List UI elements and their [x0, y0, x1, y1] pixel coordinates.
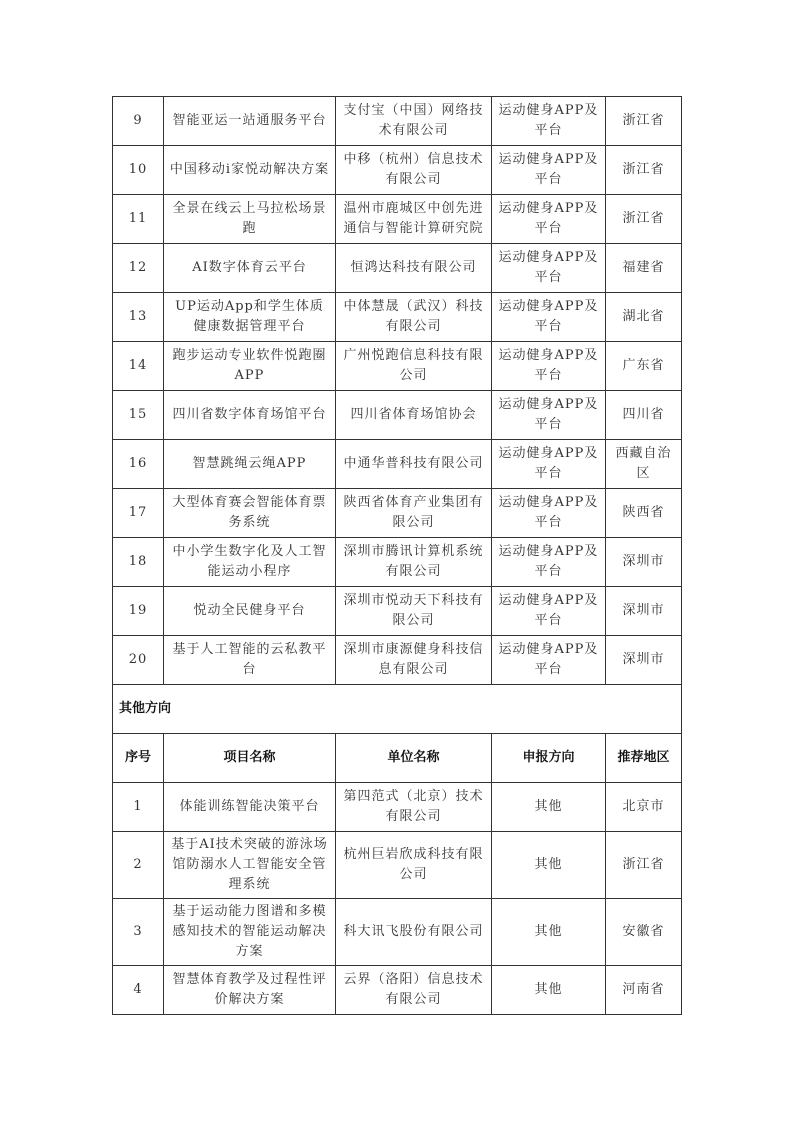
cell-project: AI数字体育云平台 [164, 244, 336, 293]
cell-region: 浙江省 [606, 97, 682, 146]
cell-unit: 深圳市腾讯计算机系统有限公司 [336, 538, 492, 587]
cell-no: 17 [113, 489, 164, 538]
cell-direction: 运动健身APP及平台 [492, 244, 606, 293]
table-row [113, 832, 682, 899]
cell-direction: 运动健身APP及平台 [492, 587, 606, 636]
cell-no: 3 [113, 899, 164, 966]
cell-unit: 温州市鹿城区中创先进通信与智能计算研究院 [336, 195, 492, 244]
cell-region: 深圳市 [606, 538, 682, 587]
table-row [113, 966, 682, 1015]
cell-direction: 运动健身APP及平台 [492, 293, 606, 342]
cell-unit: 云界（洛阳）信息技术有限公司 [336, 966, 492, 1015]
cell-project: 智能亚运一站通服务平台 [164, 97, 336, 146]
cell-direction: 运动健身APP及平台 [492, 146, 606, 195]
cell-direction: 运动健身APP及平台 [492, 538, 606, 587]
cell-unit: 中通华普科技有限公司 [336, 440, 492, 489]
header-unit: 单位名称 [336, 734, 492, 783]
cell-no: 12 [113, 244, 164, 293]
table-row [113, 489, 682, 538]
cell-direction: 运动健身APP及平台 [492, 440, 606, 489]
cell-project: 基于运动能力图谱和多模感知技术的智能运动解决方案 [164, 899, 336, 966]
header-region: 推荐地区 [606, 734, 682, 783]
cell-region: 四川省 [606, 391, 682, 440]
cell-unit: 支付宝（中国）网络技术有限公司 [336, 97, 492, 146]
cell-region: 西藏自治区 [606, 440, 682, 489]
cell-no: 10 [113, 146, 164, 195]
cell-project: 基于AI技术突破的游泳场馆防溺水人工智能安全管理系统 [164, 832, 336, 899]
project-table [112, 96, 682, 1015]
cell-unit: 广州悦跑信息科技有限公司 [336, 342, 492, 391]
table-row [113, 587, 682, 636]
cell-no: 13 [113, 293, 164, 342]
cell-project: 中国移动i家悦动解决方案 [164, 146, 336, 195]
cell-region: 浙江省 [606, 195, 682, 244]
cell-unit: 陕西省体育产业集团有限公司 [336, 489, 492, 538]
cell-no: 4 [113, 966, 164, 1015]
cell-direction: 其他 [492, 783, 606, 832]
cell-region: 广东省 [606, 342, 682, 391]
cell-project: 中小学生数字化及人工智能运动小程序 [164, 538, 336, 587]
cell-project: 全景在线云上马拉松场景跑 [164, 195, 336, 244]
section-title: 其他方向 [113, 685, 682, 734]
cell-no: 9 [113, 97, 164, 146]
cell-direction: 其他 [492, 966, 606, 1015]
cell-region: 深圳市 [606, 636, 682, 685]
cell-no: 20 [113, 636, 164, 685]
cell-unit: 科大讯飞股份有限公司 [336, 899, 492, 966]
cell-project: 智慧跳绳云绳APP [164, 440, 336, 489]
cell-no: 16 [113, 440, 164, 489]
section-row [113, 685, 682, 734]
cell-unit: 杭州巨岩欣成科技有限公司 [336, 832, 492, 899]
cell-direction: 运动健身APP及平台 [492, 342, 606, 391]
table-row [113, 636, 682, 685]
table-row [113, 538, 682, 587]
table-row [113, 195, 682, 244]
header-direction: 申报方向 [492, 734, 606, 783]
table-row [113, 783, 682, 832]
cell-no: 18 [113, 538, 164, 587]
table-row [113, 244, 682, 293]
cell-direction: 运动健身APP及平台 [492, 195, 606, 244]
header-project: 项目名称 [164, 734, 336, 783]
cell-no: 15 [113, 391, 164, 440]
cell-direction: 其他 [492, 899, 606, 966]
header-row [113, 734, 682, 783]
cell-unit: 恒鸿达科技有限公司 [336, 244, 492, 293]
cell-project: 体能训练智能决策平台 [164, 783, 336, 832]
table-row [113, 293, 682, 342]
cell-unit: 第四范式（北京）技术有限公司 [336, 783, 492, 832]
cell-region: 浙江省 [606, 832, 682, 899]
cell-unit: 深圳市悦动天下科技有限公司 [336, 587, 492, 636]
table-row [113, 899, 682, 966]
table-row [113, 391, 682, 440]
cell-project: 悦动全民健身平台 [164, 587, 336, 636]
table-row [113, 342, 682, 391]
cell-region: 北京市 [606, 783, 682, 832]
cell-direction: 运动健身APP及平台 [492, 97, 606, 146]
cell-region: 深圳市 [606, 587, 682, 636]
cell-unit: 中体慧晟（武汉）科技有限公司 [336, 293, 492, 342]
cell-direction: 其他 [492, 832, 606, 899]
cell-no: 14 [113, 342, 164, 391]
table-row [113, 440, 682, 489]
cell-project: 智慧体育教学及过程性评价解决方案 [164, 966, 336, 1015]
cell-region: 安徽省 [606, 899, 682, 966]
cell-unit: 四川省体育场馆协会 [336, 391, 492, 440]
cell-unit: 深圳市康源健身科技信息有限公司 [336, 636, 492, 685]
cell-no: 1 [113, 783, 164, 832]
table-row [113, 97, 682, 146]
table-row [113, 146, 682, 195]
cell-project: 基于人工智能的云私教平台 [164, 636, 336, 685]
cell-region: 河南省 [606, 966, 682, 1015]
cell-project: 四川省数字体育场馆平台 [164, 391, 336, 440]
cell-direction: 运动健身APP及平台 [492, 636, 606, 685]
cell-no: 19 [113, 587, 164, 636]
cell-region: 浙江省 [606, 146, 682, 195]
cell-project: 跑步运动专业软件悦跑圈APP [164, 342, 336, 391]
cell-no: 2 [113, 832, 164, 899]
cell-direction: 运动健身APP及平台 [492, 489, 606, 538]
cell-unit: 中移（杭州）信息技术有限公司 [336, 146, 492, 195]
cell-project: UP运动App和学生体质健康数据管理平台 [164, 293, 336, 342]
cell-direction: 运动健身APP及平台 [492, 391, 606, 440]
cell-project: 大型体育赛会智能体育票务系统 [164, 489, 336, 538]
cell-region: 湖北省 [606, 293, 682, 342]
cell-region: 陕西省 [606, 489, 682, 538]
cell-no: 11 [113, 195, 164, 244]
cell-region: 福建省 [606, 244, 682, 293]
header-no: 序号 [113, 734, 164, 783]
